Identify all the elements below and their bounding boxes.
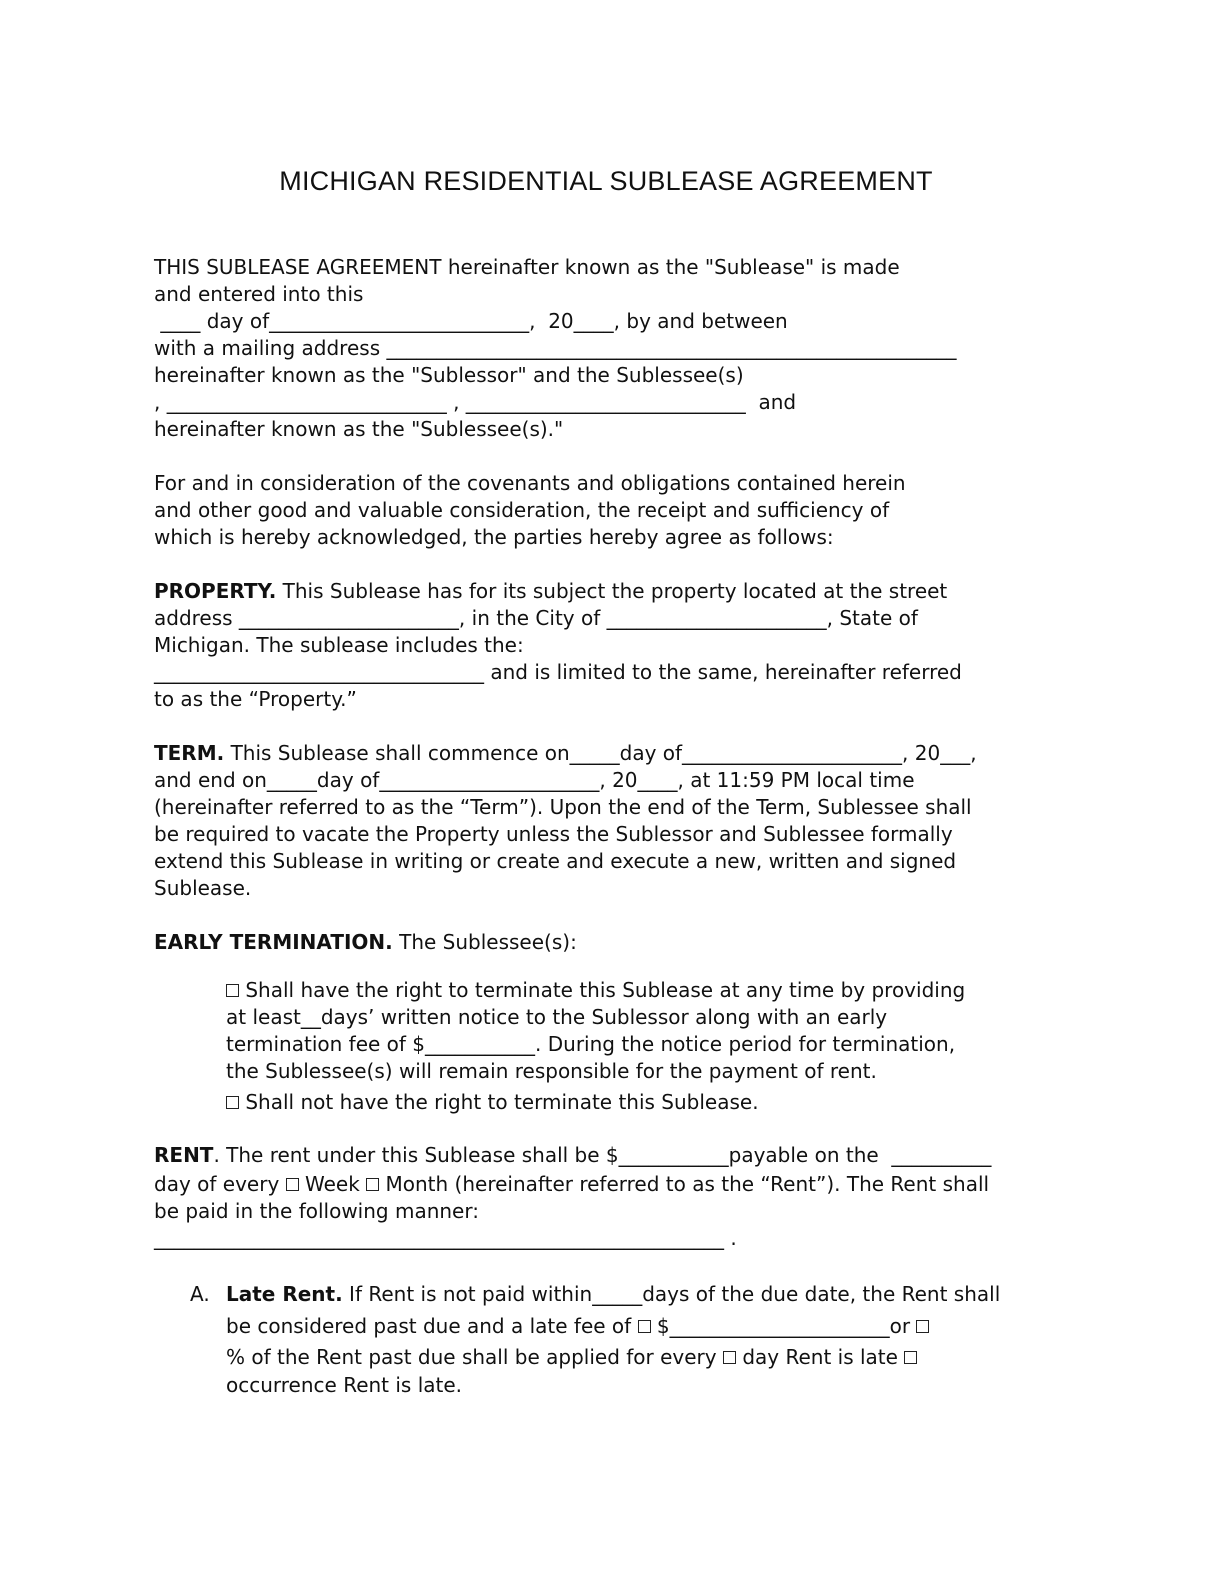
option-text: Shall have the right to terminate this Sublease at any time by providing [239,978,966,1002]
rent-text: day of every [154,1172,286,1196]
intro-sublessee-names-line: , ____________________________ , ____________________________ and [154,390,797,414]
option-text: Shall not have the right to terminate this Sublease. [239,1090,759,1114]
consideration-line: and other good and valuable consideration, the receipt and sufficiency of [154,498,890,522]
checkbox-month[interactable] [366,1178,379,1191]
rent-line: be paid in the following manner: [154,1199,479,1223]
early-termination-line [154,929,577,956]
term-line: be required to vacate the Property unless the Sublessor and Sublessee formally [154,822,953,846]
property-heading: PROPERTY. [154,579,277,603]
late-rent-text: day Rent is late [735,1345,905,1369]
term-line [154,740,977,767]
property-line: to as the “Property.” [154,687,357,711]
early-termination-option-2 [226,1089,759,1116]
rent-line [154,1142,991,1169]
term-line: (hereinafter referred to as the “Term”). Upon the end of the Term, Sublessee shall [154,795,972,819]
late-rent-letter: A. [190,1282,210,1306]
early-termination-heading: EARLY TERMINATION. [154,930,393,954]
intro-line: and entered into this [154,282,364,306]
intro-line: hereinafter known as the "Sublessee(s)." [154,417,564,441]
late-rent-fee-line [226,1313,929,1340]
early-termination-option-1 [226,977,965,1004]
rent-frequency-line [154,1171,989,1198]
page-title: MICHIGAN RESIDENTIAL SUBLEASE AGREEMENT [279,166,933,196]
intro-line: THIS SUBLEASE AGREEMENT hereinafter known as the "Sublease" is made [154,255,900,279]
consideration-line: which is hereby acknowledged, the parties hereby agree as follows: [154,525,834,549]
checkbox-flat-fee[interactable] [638,1320,651,1333]
early-termination-text: The Sublessee(s): [392,930,577,954]
checkbox-week[interactable] [286,1178,299,1191]
late-rent-text: $______________________or [650,1314,917,1338]
intro-address-line: with a mailing address _________________________________________________________ [154,336,957,360]
late-rent-frequency-line [226,1344,917,1371]
property-text: This Sublease has for its subject the property located at the street [276,579,948,603]
term-line: and end on_____day of______________________, 20____, at 11:59 PM local time [154,768,915,792]
late-rent-text: be considered past due and a late fee of [226,1314,638,1338]
intro-date-line: ____ day of__________________________, 20____, by and between [154,309,788,333]
rent-text: Month (hereinafter referred to as the “Rent”). The Rent shall [379,1172,990,1196]
checkbox[interactable] [226,984,239,997]
checkbox-percent-fee[interactable] [916,1320,929,1333]
term-text: This Sublease shall commence on_____day of______________________, 20___, [224,741,977,765]
property-address-line: address ______________________, in the City of ______________________, State of [154,606,918,630]
early-termination-option-1-line: the Sublessee(s) will remain responsible for the payment of rent. [226,1059,877,1083]
consideration-line: For and in consideration of the covenants and obligations contained herein [154,471,906,495]
property-line: Michigan. The sublease includes the: [154,633,524,657]
checkbox-per-day[interactable] [723,1351,736,1364]
late-rent-line [226,1281,1000,1308]
term-line: Sublease. [154,876,252,900]
late-rent-text: If Rent is not paid within_____days of the due date, the Rent shall [342,1282,1001,1306]
late-rent-text: % of the Rent past due shall be applied for every [226,1345,723,1369]
late-rent-line: occurrence Rent is late. [226,1373,463,1397]
term-line: extend this Sublease in writing or create and execute a new, written and signed [154,849,957,873]
early-termination-option-1-line: at least__days’ written notice to the Sublessor along with an early [226,1005,888,1029]
rent-heading: RENT [154,1143,214,1167]
checkbox-per-occurrence[interactable] [904,1351,917,1364]
rent-text: Week [298,1172,367,1196]
rent-text: . The rent under this Sublease shall be $___________payable on the __________ [213,1143,992,1167]
early-termination-option-1-line: termination fee of $___________. During the notice period for termination, [226,1032,956,1056]
property-line [154,578,947,605]
property-includes-line: _________________________________ and is limited to the same, hereinafter referred [154,660,962,684]
checkbox[interactable] [226,1096,239,1109]
rent-manner-line: _________________________________________________________ . [154,1226,737,1250]
late-rent-heading: Late Rent. [226,1282,343,1306]
intro-line: hereinafter known as the "Sublessor" and the Sublessee(s) [154,363,744,387]
term-heading: TERM. [154,741,225,765]
